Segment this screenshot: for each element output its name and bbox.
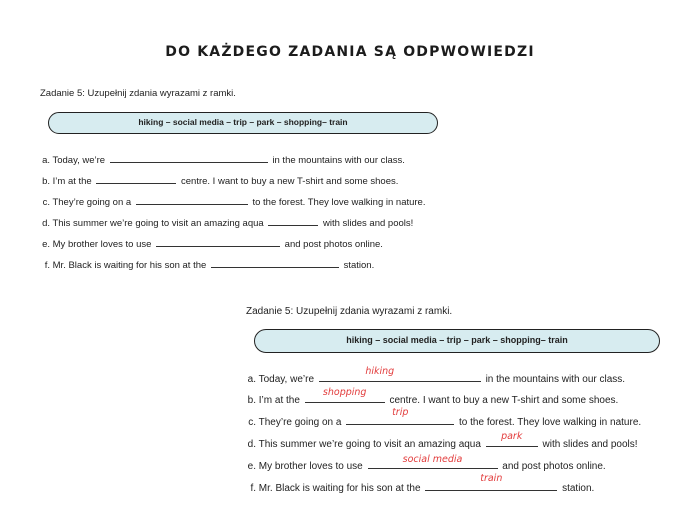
answer-blank[interactable]	[346, 407, 454, 425]
answer-blank[interactable]	[368, 454, 498, 469]
word-box: hiking – social media – trip – park – shopping– train	[48, 112, 438, 134]
sentence-text-after: and post photos online.	[502, 461, 606, 472]
sentence-text-before: They’re going on a	[52, 197, 132, 208]
sentence-text-after: centre. I want to buy a new T-shirt and some shoes.	[181, 176, 399, 187]
sentence-b	[246, 387, 619, 406]
sentence-text-after: with slides and pools!	[542, 439, 638, 450]
answer-text: shopping	[322, 387, 367, 398]
sentence-text-after: in the mountains with our class.	[272, 155, 405, 166]
sentence-text-after: to the forest. They love walking in nature.	[459, 417, 642, 428]
sentence-e	[246, 454, 606, 472]
item-letter: c.	[248, 417, 256, 428]
answer-text: park	[501, 431, 523, 442]
answer-blank[interactable]	[319, 366, 481, 382]
sentence-text-before: My brother loves to use	[52, 239, 152, 250]
sentence-text-after: with slides and pools!	[322, 218, 414, 229]
sentence-text-after: to the forest. They love walking in nature.	[252, 197, 426, 208]
page-heading: DO KAŻDEGO ZADANIA SĄ ODPWOWIEDZI	[165, 44, 535, 60]
sentence-text-after: station.	[562, 483, 595, 494]
item-letter: c.	[42, 197, 50, 208]
sentence-text-after: and post photos online.	[284, 239, 383, 250]
answer-blank[interactable]	[136, 194, 248, 205]
item-letter: d.	[247, 439, 256, 450]
exercise-answered	[246, 306, 696, 506]
answer-text: social media	[402, 454, 463, 465]
answer-blank[interactable]	[110, 152, 268, 163]
answer-text: train	[480, 473, 503, 484]
answer-blank[interactable]	[486, 431, 538, 447]
task-title: Zadanie 5: Uzupełnij zdania wyrazami z ramki.	[246, 306, 453, 317]
sentence-text-before: My brother loves to use	[258, 461, 363, 472]
item-letter: d.	[42, 218, 50, 229]
sentence-c	[40, 194, 426, 208]
sentence-e	[40, 236, 383, 250]
sentence-text-after: in the mountains with our class.	[485, 374, 626, 385]
sentence-b	[40, 173, 398, 187]
item-letter: f.	[250, 483, 256, 494]
sentence-text-before: I’m at the	[52, 176, 92, 187]
answer-blank[interactable]	[156, 236, 280, 247]
sentence-f	[40, 257, 374, 271]
sentence-text-before: Mr. Black is waiting for his son at the	[258, 483, 421, 494]
sentence-a	[40, 152, 405, 166]
sentence-text-before: I’m at the	[258, 395, 300, 406]
sentence-d	[40, 215, 413, 229]
item-letter: a.	[42, 155, 50, 166]
sentence-text-before: Mr. Black is waiting for his son at the	[52, 260, 207, 271]
sentence-text-before: Today, we’re	[52, 155, 106, 166]
item-letter: a.	[247, 374, 256, 385]
sentence-a	[246, 366, 626, 385]
sentence-text-before: This summer we’re going to visit an amazing aqua	[52, 218, 264, 229]
sentence-f	[246, 473, 595, 494]
answer-blank[interactable]	[305, 387, 385, 403]
answer-blank[interactable]	[211, 257, 339, 268]
word-box: hiking – social media – trip – park – shopping– train	[254, 329, 660, 353]
task-title: Zadanie 5: Uzupełnij zdania wyrazami z ramki.	[40, 88, 236, 99]
answer-text: trip	[392, 407, 409, 418]
answer-blank[interactable]	[268, 215, 318, 226]
sentence-c	[246, 407, 642, 428]
answer-blank[interactable]	[425, 473, 557, 491]
item-letter: e.	[42, 239, 50, 250]
item-letter: e.	[247, 461, 256, 472]
answer-blank[interactable]	[96, 173, 176, 184]
sentence-text-after: station.	[343, 260, 375, 271]
item-letter: b.	[42, 176, 50, 187]
exercise-blank	[40, 88, 460, 278]
answer-text: hiking	[365, 366, 395, 377]
sentence-text-after: centre. I want to buy a new T-shirt and some shoes.	[389, 395, 619, 406]
sentence-text-before: They’re going on a	[258, 417, 342, 428]
item-letter: f.	[44, 260, 50, 271]
item-letter: b.	[247, 395, 256, 406]
sentence-d	[246, 431, 638, 450]
sentence-text-before: Today, we’re	[258, 374, 315, 385]
sentence-text-before: This summer we’re going to visit an amazing aqua	[258, 439, 481, 450]
